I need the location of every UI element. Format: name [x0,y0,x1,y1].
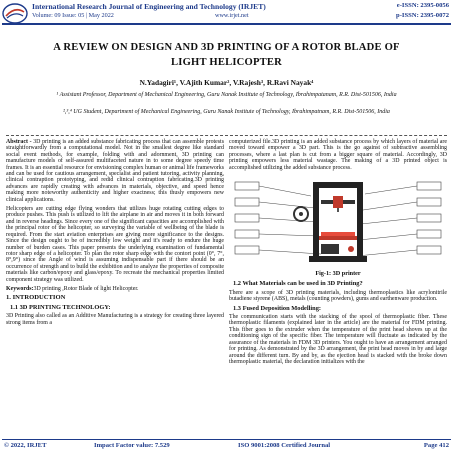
paper-title-line1: A REVIEW ON DESIGN AND 3D PRINTING OF A ROTOR BLADE OF [53,42,400,53]
keywords-paragraph [6,286,224,292]
affiliation-2: ²,³,⁴ UG Student, Department of Mechanical Engineering, Guru Nanak Institute of Technology, Ibrahimpatnam, R.R. Dist-501506, India [63,109,390,115]
footer-divider [2,439,451,440]
journal-header [0,0,453,31]
subsection-fdm-heading: 1.3 Fused Deposition Modelling: [233,304,322,312]
body-paragraph-2: Helicopters are cutting edge flying wonders that utilizes huge rotating cutting edges to produce pushes. This push is utilized to lift the airplane in air and moves it in both forward and in reverse headings. Since every one of the significant capacities are accomplished with the principal rotor of the helicopter, so surveying the variable of wellbeing of the blade is required. From the start aviation enterprises are giving more significance to the designs. Since the design ought to be of incredibly low weight and it's ready to endure the huge number of burden cases. This paper presents the underlying examination of fundamental rotor sharp edge of a helicopter. To plan the rotor sharp edge with the contort point (0°, 7°, 8°,9°) since the Angle of wind is assuming indispensable part if there should be an occurrence of strength and to build the exhibition and to analyze the properties of composite materials like carbon/epoxy and glass/epoxy. To recreate the mechanical properties limited component strategy was utilized. [6,206,224,283]
right-top-paragraph: computerized file.3D printing is an added substance process by which layers of material are moved toward empower a 3D part. This is the go against of subtractive assembling processes, where a last plan is cut from a bigger square of material. Accordingly, 3D printing empowers less material wastage. The making of a 3D printed object is accomplished utilizing the added substance process. [229,139,447,171]
paper-authors: N.Yadagiri¹, V.Ajith Kumar², V.Rajesh³, R.Ravi Nayak⁴ [139,78,314,87]
section-separator [6,135,447,136]
keywords-label: Keywords: [6,285,34,292]
journal-pissn: p-ISSN: 2395-0072 [396,12,449,19]
footer-iso: ISO 9001:2008 Certified Journal [238,442,331,449]
footer-page-number: Page 412 [423,442,449,449]
footer-copyright: © 2022, IRJET [4,442,47,449]
affiliation-1: ¹ Assistant Professor, Department of Mechanical Engineering, Guru Nanak Institute of Technology, Ibrahimpatanam, R.R. Dist-501506, India [56,92,397,98]
abstract-label: Abstract - [6,139,32,145]
keywords-text: 3D printing ,Rotor Blade of light Helicopter. [33,285,139,292]
header-divider [2,23,451,25]
footer-impact-factor: Impact Factor value: 7.529 [94,442,170,449]
irjet-logo-icon [2,3,28,24]
section-introduction-heading: 1. INTRODUCTION [6,294,66,302]
subsection-3d-printing-heading: 1.1 3D PRINTING TECHNOLOGY: [10,303,111,311]
journal-title: International Research Journal of Engineering and Technology (IRJET) [32,2,266,11]
subsection-materials-heading: 1.2 What Materials can be used in 3D Printing? [233,280,363,288]
figure-3d-printer [229,174,447,269]
journal-eissn: e-ISSN: 2395-0056 [396,2,449,9]
3d-printer-figure [229,174,447,269]
left-column [6,139,224,329]
journal-volume: Volume: 09 Issue: 05 | May 2022 [32,12,114,19]
materials-paragraph: There are a scope of 3D printing materials, including thermoplastics like acrylonitrile butadiene styrene (ABS), metals (counting powders), gums and earthenware production. [229,289,447,303]
figure-caption: Fig-1: 3D printer [315,270,361,278]
abstract-paragraph [6,139,224,203]
journal-url: www.irjet.net [215,12,249,19]
fdm-paragraph: The communication starts with the stacking of the spool of thermoplastic fiber. These thermoplastic filaments (explained later in the article) are the material for FDM printing. This fiber goes to the extruder when the temperature of the print head shoves up at the conditioning sign of the specific fiber. The temperature will fluctuate as indicated by the assurance of the materials in FDM 3D printers. You ought to have an arrangement arranged for printing. As demonstrated by the 3D arrangement, the print head moves in by and large around the different turn. By and by, as the ejection head is stacked with the broke down thermoplastic material, the declaration initializes with the [229,314,447,365]
paper-title-line2: LIGHT HELICOPTER [170,57,283,68]
abstract-text: 3D printing is an added substance fabricating process that can assemble protests straightforwardly from a computational model. Not in the smallest degree like standard social event methods, for example, folding with and adornment, 3D printing can manufacture models of self-assured multifaceted nature in to some degree speedy time frames. It is an essential resource for envisioning complex human or animal life frameworks and can be used for cautious arrangement, specialist and patient tutoring, activity planning, clinical contraption prototyping, and redid clinical contraption fabricating.3D printing advances are rapidly creating with advances in materials, objective, and speed hence making more noteworthy authenticity and higher exactness; this thusly empowers new clinical applications. [6,139,224,203]
right-column [229,139,447,368]
intro-paragraph: 3D Printing also called as an Additive Manufacturing is a strategy for creating three layered strong items from a [6,313,224,326]
